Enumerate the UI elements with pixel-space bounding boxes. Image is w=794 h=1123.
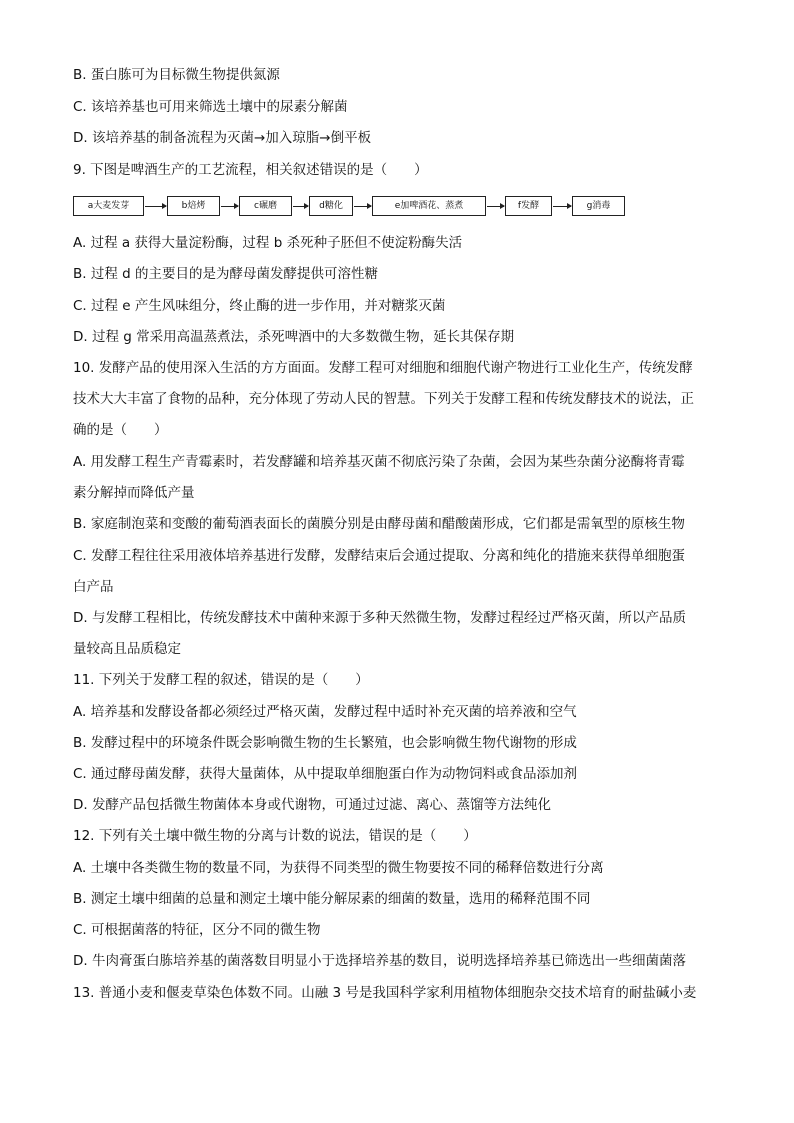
question-10-stem: 10. 发酵产品的使用深入生活的方方面面。发酵工程可对细胞和细胞代谢产物进行工业化生产，传统发酵 — [73, 360, 693, 376]
option-10a: A. 用发酵工程生产青霉素时，若发酵罐和培养基灭菌不彻底污染了杂菌，会因为某些杂菌分泌酶将青霉 — [73, 454, 685, 470]
question-10-stem: 确的是（ ） — [73, 422, 168, 438]
option-9b: B. 过程 d 的主要目的是为酵母菌发酵提供可溶性糖 — [73, 266, 378, 282]
question-11-stem: 11. 下列关于发酵工程的叙述，错误的是（ ） — [73, 672, 369, 688]
option-10a: 素分解掉而降低产量 — [73, 485, 195, 501]
flow-step-e: e加啤酒花、蒸煮 — [372, 196, 486, 216]
option-10c: C. 发酵工程往往采用液体培养基进行发酵，发酵结束后会通过提取、分离和纯化的措施来获得单细胞蛋 — [73, 548, 686, 564]
flow-arrow — [293, 206, 308, 207]
option-10b: B. 家庭制泡菜和变酸的葡萄酒表面长的菌膜分别是由酵母菌和醋酸菌形成，它们都是需氧型的原核生物 — [73, 516, 685, 532]
option-8b: B. 蛋白胨可为目标微生物提供氮源 — [73, 67, 280, 83]
flow-step-f: f发酵 — [505, 196, 552, 216]
flow-step-c: c碾磨 — [239, 196, 292, 216]
option-11a: A. 培养基和发酵设备都必须经过严格灭菌，发酵过程中适时补充灭菌的培养液和空气 — [73, 704, 577, 720]
option-8c: C. 该培养基也可用来筛选土壤中的尿素分解菌 — [73, 99, 348, 115]
flow-arrow — [354, 206, 371, 207]
question-10-stem: 技术大大丰富了食物的品种，充分体现了劳动人民的智慧。下列关于发酵工程和传统发酵技术的说法，正 — [73, 391, 694, 407]
option-11c: C. 通过酵母菌发酵，获得大量菌体，从中提取单细胞蛋白作为动物饲料或食品添加剂 — [73, 766, 578, 782]
option-10d: 量较高且品质稳定 — [73, 641, 181, 657]
question-9-stem: 9. 下图是啤酒生产的工艺流程，相关叙述错误的是（ ） — [73, 162, 428, 178]
option-11b: B. 发酵过程中的环境条件既会影响微生物的生长繁殖，也会影响微生物代谢物的形成 — [73, 735, 577, 751]
option-12a: A. 土壤中各类微生物的数量不同，为获得不同类型的微生物要按不同的稀释倍数进行分离 — [73, 860, 604, 876]
question-12-stem: 12. 下列有关土壤中微生物的分离与计数的说法，错误的是（ ） — [73, 828, 477, 844]
option-8d: D. 该培养基的制备流程为灭菌→加入琼脂→倒平板 — [73, 130, 372, 146]
option-10d: D. 与发酵工程相比，传统发酵技术中菌种来源于多种天然微生物，发酵过程经过严格灭菌，所以产品质 — [73, 610, 686, 626]
option-12b: B. 测定土壤中细菌的总量和测定土壤中能分解尿素的细菌的数量，选用的稀释范围不同 — [73, 891, 591, 907]
flow-step-a: a大麦发芽 — [73, 196, 144, 216]
option-12c: C. 可根据菌落的特征，区分不同的微生物 — [73, 922, 321, 938]
flow-arrow — [221, 206, 238, 207]
flow-step-b: b焙烤 — [167, 196, 220, 216]
flow-arrow — [145, 206, 166, 207]
option-9a: A. 过程 a 获得大量淀粉酶，过程 b 杀死种子胚但不使淀粉酶失活 — [73, 235, 463, 251]
option-9d: D. 过程 g 常采用高温蒸煮法，杀死啤酒中的大多数微生物，延长其保存期 — [73, 329, 515, 345]
option-9c: C. 过程 e 产生风味组分，终止酶的进一步作用，并对糖浆灭菌 — [73, 298, 446, 314]
option-11d: D. 发酵产品包括微生物菌体本身或代谢物，可通过过滤、离心、蒸馏等方法纯化 — [73, 797, 551, 813]
beer-process-flowchart — [73, 196, 611, 218]
flow-step-d: d糖化 — [309, 196, 353, 216]
option-12d: D. 牛肉膏蛋白胨培养基的菌落数目明显小于选择培养基的数目，说明选择培养基已筛选出一些细菌菌落 — [73, 953, 686, 969]
option-10c: 白产品 — [73, 579, 114, 595]
flow-step-g: g消毒 — [572, 196, 625, 216]
flow-arrow — [487, 206, 504, 207]
question-13-stem: 13. 普通小麦和偃麦草染色体数不同。山融 3 号是我国科学家利用植物体细胞杂交技术培育的耐盐碱小麦 — [73, 985, 697, 1001]
flow-arrow — [553, 206, 571, 207]
